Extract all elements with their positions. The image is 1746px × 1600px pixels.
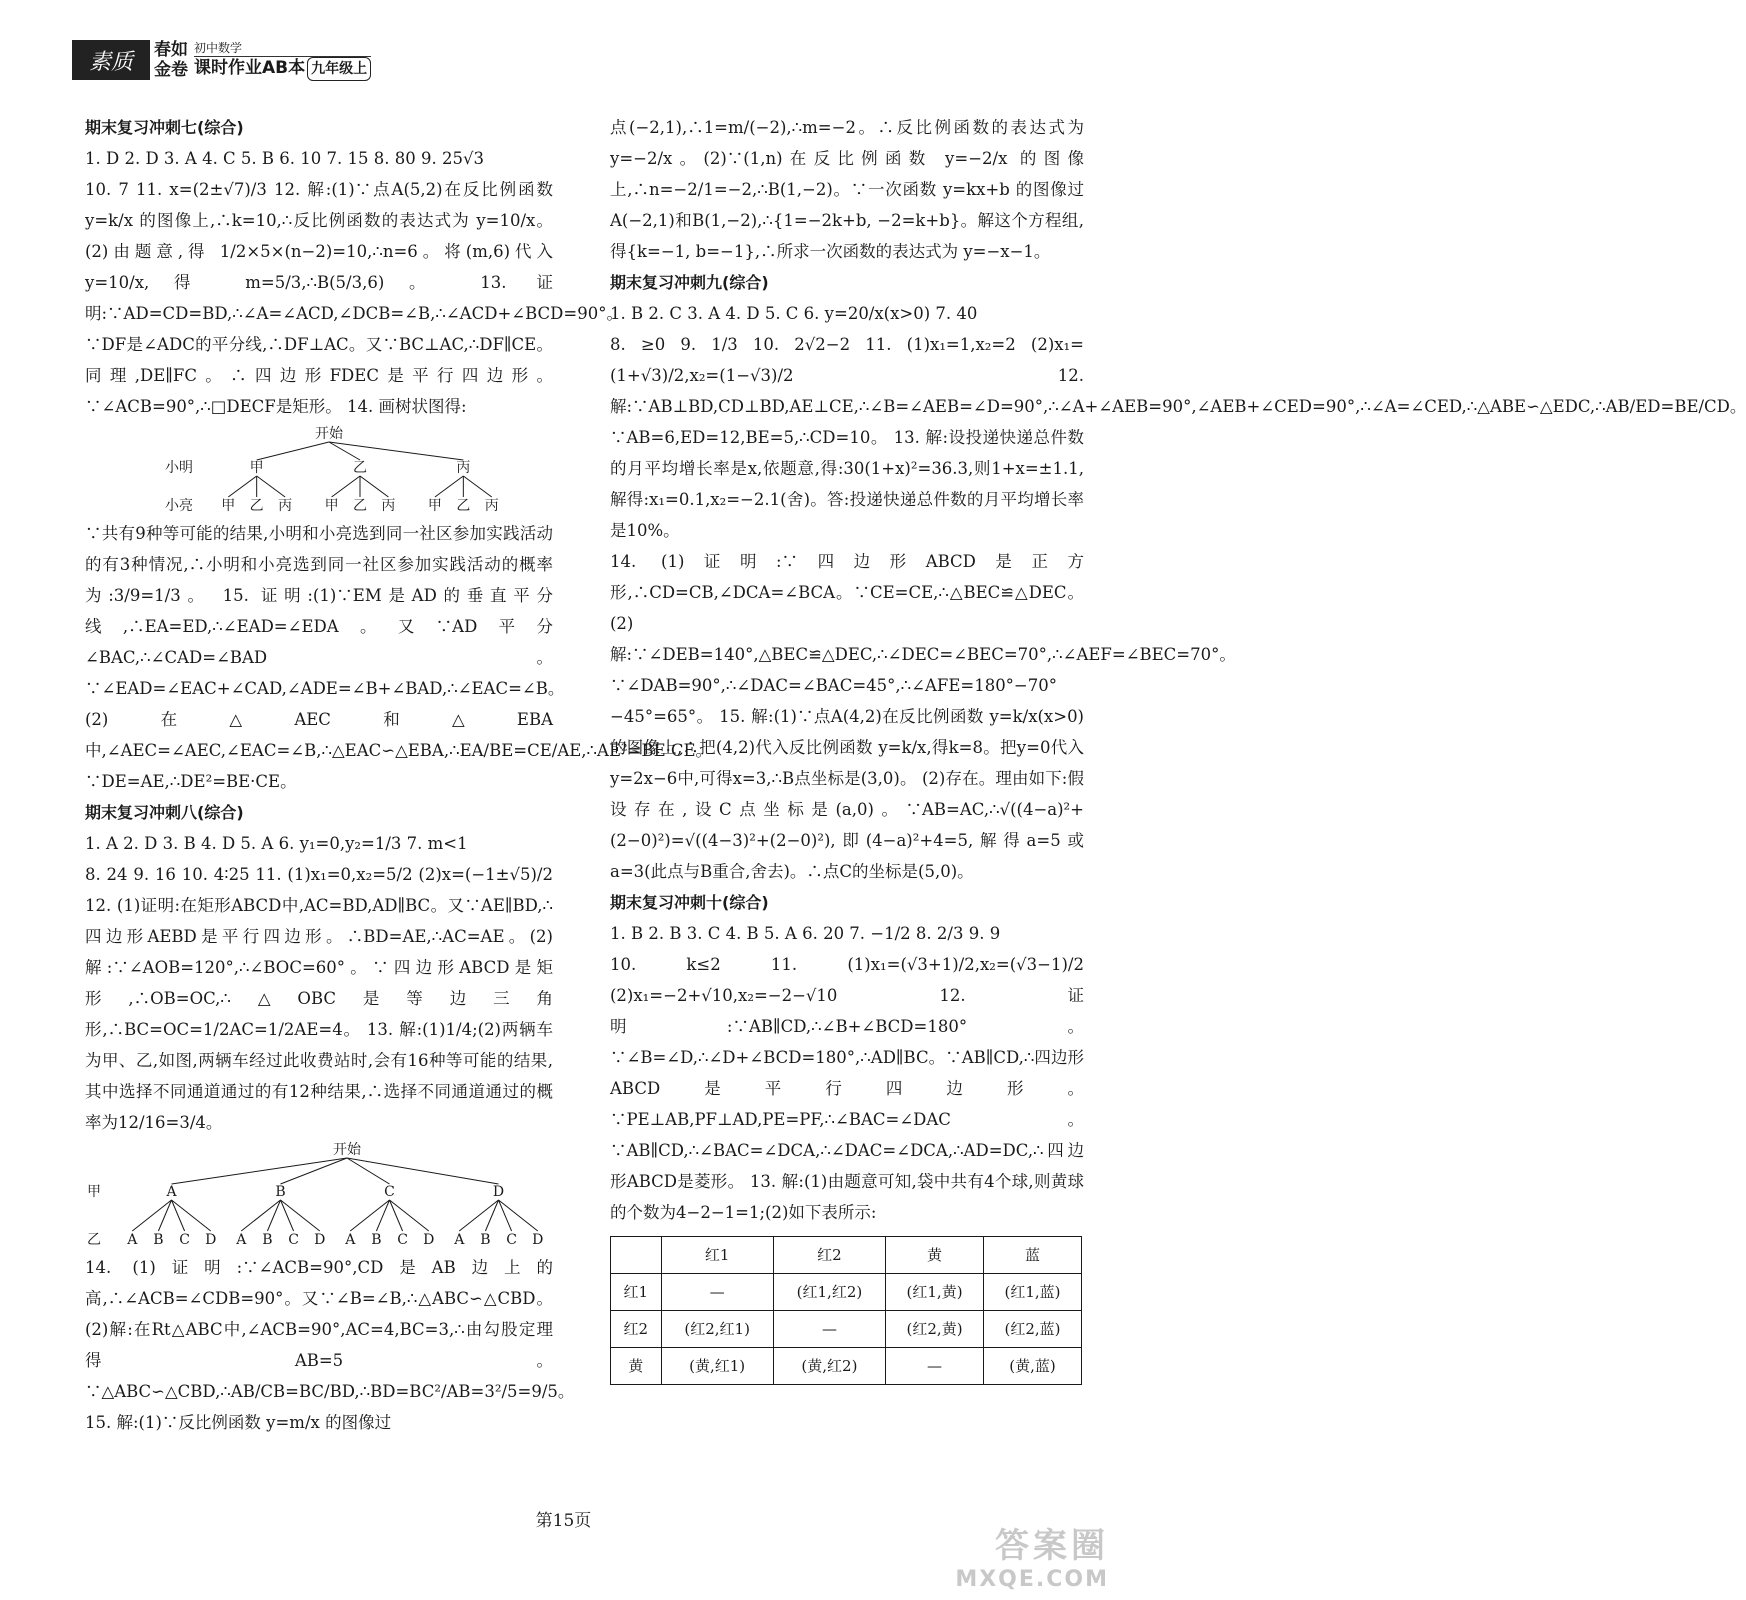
tree1-sub-branch <box>228 476 256 497</box>
sec7-solutions-1: 10. 7 11. x=(2±√7)/3 12. 解:(1)∵点A(5,2)在反比例函数 y=k/x 的图像上,∴k=10,∴反比例函数的表达式为 y=10/x。(2)由题意,得 1/2×5×(n−2)=10,∴n=6。将(m,6)代入 y=10/x,得 m=5/3,∴B(5/3,6)。 13. 证明:∵AD=CD=BD,∴∠A=∠ACD,∠DCB=∠B,∴∠ACD+∠BCD=90°。∵DF是∠ADC的平分线,∴DF⊥AC。又∵BC⊥AC,∴DF∥CE。同理,DE∥FC。∴四边形FDEC是平行四边形。∵∠ACB=90°,∴□DECF是矩形。 14. 画树状图得: <box>85 180 623 416</box>
tree1-level1-node: 丙 <box>456 460 471 476</box>
tree2-level2-node: D <box>423 1232 435 1248</box>
table-cell: (黄,蓝) <box>984 1348 1082 1385</box>
tree2-row2-label: 乙 <box>87 1232 101 1248</box>
tree1-row2-label: 小亮 <box>165 498 193 514</box>
tree-diagram-1 <box>85 424 553 516</box>
table-cell: (黄,红1) <box>661 1348 773 1385</box>
table-cell: (红1,蓝) <box>984 1274 1082 1311</box>
tree2-branch <box>347 1158 499 1184</box>
tree2-branch <box>172 1158 348 1184</box>
tree1-row1-label: 小明 <box>165 460 193 476</box>
table-header-cell: 红1 <box>661 1237 773 1274</box>
table-cell: (红2,蓝) <box>984 1311 1082 1348</box>
sec8-solutions-2: 14. (1)证明:∵∠ACB=90°,CD是AB边上的高,∴∠ACB=∠CDB=90°。又∵∠B=∠B,∴△ABC∽△CBD。(2)解:在Rt△ABC中,∠ACB=90°,AC=4,BC=3,∴由勾股定理得AB=5。∵△ABC∽△CBD,∴AB/CB=BC/BD,∴BD=BC²/AB=3²/5=9/5。 15. 解:(1)∵反比例函数 y=m/x 的图像过 <box>85 1258 575 1432</box>
tree1-level2-node: 乙 <box>456 498 471 514</box>
sec8-solutions-1: 8. 24 9. 16 10. 4∶25 11. (1)x₁=0,x₂=5/2 (2)x=(−1±√5)/2 12. (1)证明:在矩形ABCD中,AC=BD,AD∥BC。又∵AE∥BD,∴四边形AEBD是平行四边形。∴BD=AE,∴AC=AE。(2)解:∵∠AOB=120°,∴∠BOC=60°。∵四边形ABCD是矩形,∴OB=OC,∴△OBC是等边三角形,∴BC=OC=1/2AC=1/2AE=4。 13. 解:(1)1/4;(2)两辆车为甲、乙,如图,两辆车经过此收费站时,会有16种等可能的结果,其中选择不同通道通过的有12种结果,∴选择不同通道通过的概率为12/16=3/4。 <box>85 865 553 1132</box>
table-header-cell: 蓝 <box>984 1237 1082 1274</box>
tree2-level2-node: D <box>532 1232 544 1248</box>
tree2-level2-node: C <box>397 1232 408 1248</box>
table-cell: (红1,红2) <box>773 1274 885 1311</box>
tree2-level2-node: A <box>127 1232 138 1248</box>
tree2-level2-node: B <box>371 1232 382 1248</box>
tree2-level2-node: A <box>236 1232 247 1248</box>
tree1-level2-node: 丙 <box>484 498 499 514</box>
tree1-level2-node: 甲 <box>324 498 339 514</box>
tree2-level2-node: A <box>345 1232 356 1248</box>
tree1-branch <box>329 442 360 460</box>
tree1-level2-node: 丙 <box>381 498 396 514</box>
tree2-level2-node: A <box>454 1232 465 1248</box>
tree2-level2-node: D <box>205 1232 217 1248</box>
brand-name <box>154 40 188 80</box>
tree2-level2-node: B <box>262 1232 273 1248</box>
sec7-solutions-2: ∵共有9种等可能的结果,小明和小亮选到同一社区参加实践活动的有3种情况,∴小明和小亮选到同一社区参加实践活动的概率为:3/9=1/3。 15. 证明:(1)∵EM是AD的垂直平分线,∴EA=ED,∴∠EAD=∠EDA。又∵AD平分∠BAC,∴∠CAD=∠BAD。∵∠EAD=∠EAC+∠CAD,∠ADE=∠B+∠BAD,∴∠EAC=∠B。(2)在△AEC和△EBA中,∠AEC=∠AEC,∠EAC=∠B,∴△EAC∽△EBA,∴EA/BE=CE/AE,∴AE²=BE·CE。∵DE=AE,∴DE²=BE·CE。 <box>85 524 713 791</box>
table-header-cell: 黄 <box>886 1237 984 1274</box>
sec10-answers-row1: 1. B 2. B 3. C 4. B 5. A 6. 20 7. −1/2 8. 2/3 9. 9 <box>610 924 1001 943</box>
tree2-level2-node: C <box>288 1232 299 1248</box>
sec9-solutions-1: 8. ≥0 9. 1/3 10. 2√2−2 11. (1)x₁=1,x₂=2 (2)x₁=(1+√3)/2,x₂=(1−√3)/2 12. 解:∵AB⊥BD,CD⊥BD,AE⊥CE,∴∠B=∠AEB=∠D=90°,∴∠A+∠AEB=90°,∠AEB+∠CED=90°,∴∠A=∠CED,∴△ABE∽△EDC,∴AB/ED=BE/CD。∵AB=6,ED=12,BE=5,∴CD=10。 13. 解:设投递快递总件数的月平均增长率是x,依题意,得:30(1+x)²=36.3,则1+x=±1.1,解得:x₁=0.1,x₂=−2.1(舍)。答:投递快递总件数的月平均增长率是10%。 <box>610 335 1746 540</box>
subject-label: 初中数学 <box>194 40 371 57</box>
tree1-level1-node: 乙 <box>353 460 367 476</box>
watermark-line-2: MXQE.COM <box>955 1567 1109 1592</box>
tree2-level1-node: A <box>166 1184 177 1200</box>
table-cell: (黄,红2) <box>773 1348 885 1385</box>
tree2-row1-label: 甲 <box>87 1184 101 1200</box>
table-header-cell: 红2 <box>773 1237 885 1274</box>
brand-line-2: 金卷 <box>154 60 188 80</box>
sec9-solutions-2: 14. (1)证明:∵四边形ABCD是正方形,∴CD=CB,∠DCA=∠BCA。∵CE=CE,∴△BEC≌△DEC。 (2)解:∵∠DEB=140°,△BEC≌△DEC,∴∠DEC=∠BEC=70°,∴∠AEF=∠BEC=70°。∵∠DAB=90°,∴∠DAC=∠BAC=45°,∴∠AFE=180°−70°−45°=65°。 15. 解:(1)∵点A(4,2)在反比例函数 y=k/x(x>0)的图像上,∴把(4,2)代入反比例函数 y=k/x,得k=8。把y=0代入y=2x−6中,可得x=3,∴B点坐标是(3,0)。 (2)存在。理由如下:假设存在,设C点坐标是(a,0)。∵AB=AC,∴√((4−a)²+(2−0)²)=√((4−3)²+(2−0)²),即(4−a)²+4=5,解得a=5或a=3(此点与B重合,舍去)。∴点C的坐标是(5,0)。 <box>610 552 1236 881</box>
sec8-answers-row1: 1. A 2. D 3. B 4. D 5. A 6. y₁=0,y₂=1/3 7. m<1 <box>85 834 468 853</box>
tree1-level2-node: 乙 <box>249 498 264 514</box>
tree1-sub-branch <box>257 476 285 497</box>
tree2-root: 开始 <box>333 1142 361 1158</box>
watermark-line-1: 答案圈 <box>995 1526 1109 1566</box>
section-title-7: 期末复习冲刺七(综合) <box>85 118 244 137</box>
sec8-solutions-3: 点(−2,1),∴1=m/(−2),∴m=−2。∴反比例函数的表达式为 y=−2/x。(2)∵(1,n)在反比例函数 y=−2/x 的图像上,∴n=−2/1=−2,∴B(1,−2)。∵一次函数 y=kx+b 的图像过A(−2,1)和B(1,−2),∴{1=−2k+b, −2=k+b}。解这个方程组,得{k=−1, b=−1},∴所求一次函数的表达式为 y=−x−1。 <box>610 118 1084 261</box>
series-name: 课时作业AB本 <box>194 57 306 78</box>
tree1-level2-node: 甲 <box>427 498 442 514</box>
sec9-answers-row1: 1. B 2. C 3. A 4. D 5. C 6. y=20/x(x>0) 7. 40 <box>610 304 978 323</box>
tree1-branch <box>329 442 463 460</box>
tree1-level2-node: 乙 <box>353 498 367 514</box>
tree2-level1-node: D <box>492 1184 505 1200</box>
tree1-root: 开始 <box>315 426 343 442</box>
tree2-sub-branch <box>132 1200 171 1231</box>
tree2-level2-node: C <box>179 1232 190 1248</box>
page-number: 第15页 <box>535 1511 592 1531</box>
right-column <box>610 112 1746 1385</box>
tree1-sub-branch <box>360 476 388 497</box>
tree2-level2-node: B <box>153 1232 164 1248</box>
tree1-sub-branch <box>435 476 463 497</box>
tree-diagram-2 <box>85 1140 553 1250</box>
table-cell: 红1 <box>611 1274 662 1311</box>
table-row <box>611 1311 1082 1348</box>
series-info <box>194 40 371 81</box>
tree1-level1-node: 甲 <box>249 460 264 476</box>
tree1-branch <box>257 442 329 460</box>
table-cell: — <box>773 1311 885 1348</box>
tree2-sub-branch <box>281 1200 320 1231</box>
table-header-row <box>611 1237 1082 1274</box>
table-row <box>611 1348 1082 1385</box>
probability-table <box>610 1236 1082 1385</box>
sec7-answers-row1: 1. D 2. D 3. A 4. C 5. B 6. 10 7. 15 8. 80 9. 25√3 <box>85 149 484 168</box>
grade-badge: 九年级上 <box>307 57 371 81</box>
publisher-logo: 素质 <box>72 40 150 80</box>
table-cell: 黄 <box>611 1348 662 1385</box>
tree2-level2-node: B <box>480 1232 491 1248</box>
table-cell: 红2 <box>611 1311 662 1348</box>
tree2-sub-branch <box>241 1200 280 1231</box>
table-header-cell <box>611 1237 662 1274</box>
series-title <box>194 57 371 81</box>
tree2-level2-node: D <box>314 1232 326 1248</box>
section-title-10: 期末复习冲刺十(综合) <box>610 893 769 912</box>
tree2-sub-branch <box>172 1200 211 1231</box>
tree2-sub-branch <box>499 1200 538 1231</box>
tree2-sub-branch <box>350 1200 389 1231</box>
section-title-8: 期末复习冲刺八(综合) <box>85 803 244 822</box>
table-cell: (红1,黄) <box>886 1274 984 1311</box>
tree2-lines <box>132 1158 537 1231</box>
section-title-9: 期末复习冲刺九(综合) <box>610 273 769 292</box>
table-cell: (红2,红1) <box>661 1311 773 1348</box>
table-cell: — <box>661 1274 773 1311</box>
tree2-branch <box>281 1158 348 1184</box>
tree2-sub-branch <box>390 1200 429 1231</box>
tree1-sub-branch <box>463 476 491 497</box>
table-row <box>611 1274 1082 1311</box>
page-header <box>72 40 371 80</box>
tree2-level1-node: B <box>275 1184 286 1200</box>
tree2-nodes <box>126 1184 543 1248</box>
tree2-sub-branch <box>459 1200 498 1231</box>
sec10-solutions-1: 10. k≤2 11. (1)x₁=(√3+1)/2,x₂=(√3−1)/2 (2)x₁=−2+√10,x₂=−2−√10 12. 证明:∵AB∥CD,∴∠B+∠BCD=180°。∵∠B=∠D,∴∠D+∠BCD=180°,∴AD∥BC。∵AB∥CD,∴四边形ABCD是平行四边形。∵PE⊥AB,PF⊥AD,PE=PF,∴∠BAC=∠DAC。∵AB∥CD,∴∠BAC=∠DCA,∴∠DAC=∠DCA,∴AD=DC,∴四边形ABCD是菱形。 13. 解:(1)由题意可知,袋中共有4个球,则黄球的个数为4−2−1=1;(2)如下表所示: <box>610 955 1084 1222</box>
tree1-level2-node: 丙 <box>278 498 293 514</box>
tree1-sub-branch <box>332 476 360 497</box>
table-cell: (红2,黄) <box>886 1311 984 1348</box>
table-cell: — <box>886 1348 984 1385</box>
brand-line-1: 春如 <box>154 40 188 60</box>
site-watermark <box>955 1518 1109 1592</box>
tree2-level1-node: C <box>384 1184 395 1200</box>
tree2-level2-node: C <box>506 1232 517 1248</box>
tree1-level2-node: 甲 <box>221 498 236 514</box>
